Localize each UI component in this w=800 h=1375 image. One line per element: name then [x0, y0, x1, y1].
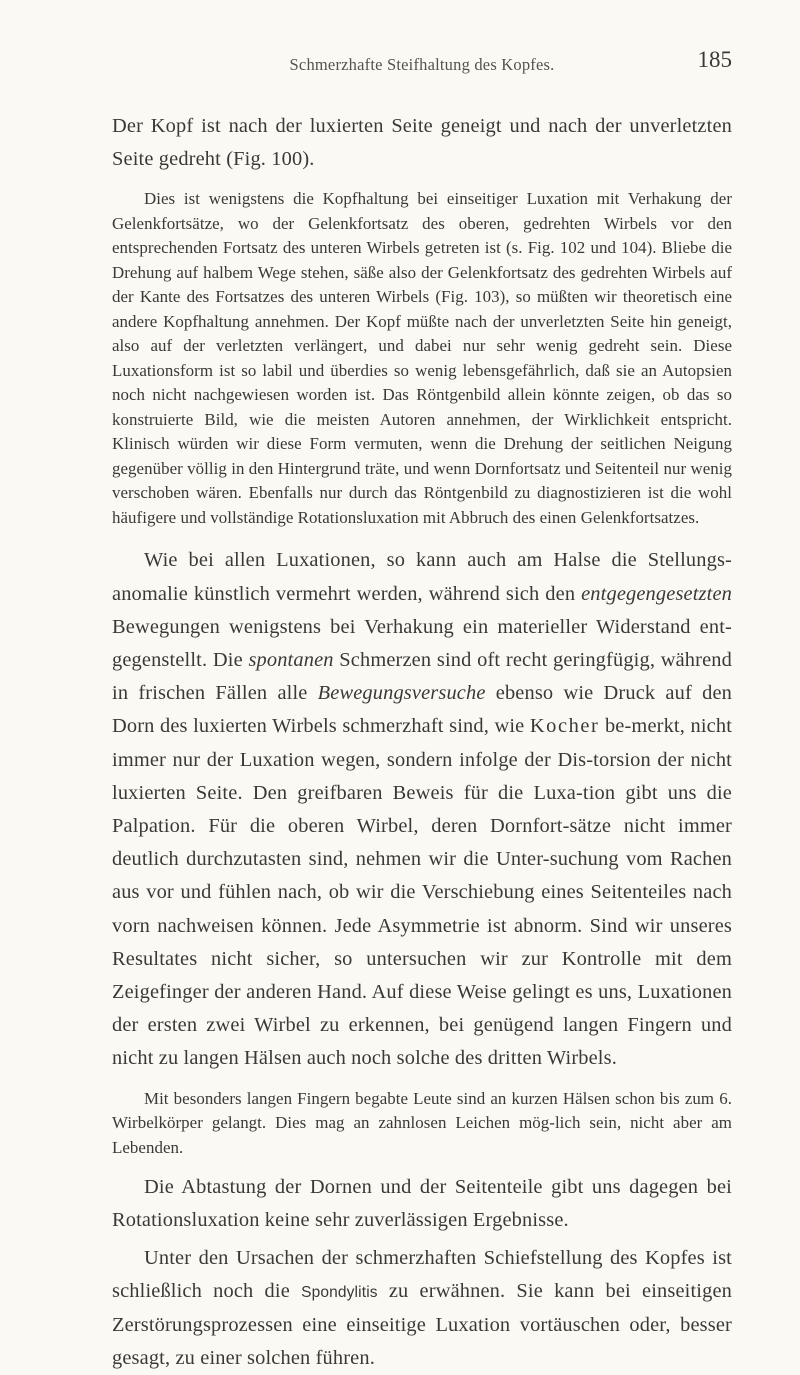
emphasis-spontanen: spontanen [248, 649, 334, 672]
paragraph-3-text-b: Bewegungen wenigstens bei Verhakung ein materieller Widerstand ent-gegenstellt. Die [112, 615, 732, 672]
page-body [112, 110, 732, 1375]
paragraph-1: Der Kopf ist nach der luxierten Seite geneigt und nach der unverletzten Seite gedreht (Fig. 100). [112, 115, 732, 171]
emphasis-entgegengesetzten: entgegengesetzten [581, 582, 732, 605]
page-header [112, 47, 732, 77]
paragraph-3 [112, 544, 732, 1075]
page-number: 185 [697, 47, 732, 72]
emphasis-bewegungsversuche: Bewegungsversuche [317, 682, 486, 705]
paragraph-2: Dies ist wenigstens die Kopfhaltung bei einseitiger Luxation mit Verhakung der Gelenkfortsätze, wo der Gelenkfortsatz des oberen, gedrehten Wirbels vor den entsprechenden Fortsatz des unteren Wirbels getreten ist (s. Fig. 102 und 104). Bliebe die Drehung auf halbem Wege stehen, säße also der Gelenkfortsatz des gedrehten Wirbels auf der Kante des Fortsatzes des unteren Wirbels (Fig. 103), so müßten wir theoretisch eine andere Kopfhaltung annehmen. Der Kopf müßte nach der unverletzten Seite hin geneigt, also auf der verletzten verlängert, und dabei nur sehr wenig gedreht sein. Diese Luxationsform ist so labil und überdies so wenig lebensgefährlich, daß sie an Autopsien noch nicht nachgewiesen worden ist. Das Röntgenbild allein könnte zeigen, ob das so konstruierte Bild, wie die meisten Autoren annehmen, der Wirklichkeit entspricht. Klinisch würden wir diese Form vermuten, wenn die Drehung der seitlichen Neigung gegenüber völlig in den Hintergrund träte, und wenn Dornfortsatz und Seitenteil nur wenig verschoben wären. Ebenfalls nur durch das Röntgenbild zu diagnostizieren ist die wohl häufigere und vollständige Rotationsluxation mit Abbruch des einen Gelenkfortsatzes. [112, 189, 732, 527]
paragraph-6-text-a: Unter den Ursachen der schmerzhaften Schiefstellung des Kopfes ist schließlich noch die [112, 1246, 732, 1302]
paragraph-6 [112, 1242, 732, 1375]
author-name-kocher: Kocher [529, 715, 600, 738]
paragraph-3-text-e: be-merkt, nicht immer nur der Luxation wegen, sondern infolge der Dis-torsion der nicht luxierten Seite. Den greifbaren Beweis für die Luxa-tion gibt uns die Palpation. Für die oberen Wirbel, deren Dornfort-sätze nicht immer deutlich durchzutasten sind, nehmen wir die Unter-suchung vom Rachen aus vor und fühlen nach, ob wir die Verschiebung eines Seitenteiles nach vorn nachweisen können. Jede Asymmetrie ist abnorm. Sind wir unseres Resultates nicht sicher, so untersuchen wir zur Kontrolle mit dem Zeigefinger der anderen Hand. Auf diese Weise gelingt es uns, Luxationen der ersten zwei Wirbel zu erkennen, bei genügend langen Fingern und nicht zu langen Hälsen auch noch solche des dritten Wirbels. [112, 715, 733, 1070]
paragraph-3-text-d: ebenso wie Druck auf den Dorn des luxierten Wirbels schmerzhaft sind, wie [112, 682, 732, 738]
paragraph-6-text-b: zu erwähnen. Sie kann bei einseitigen Zerstörungsprozessen eine einseitige Luxation vortäuschen oder, besser gesagt, zu einer solchen führen. [112, 1279, 732, 1370]
paragraph-4: Mit besonders langen Fingern begabte Leute sind an kurzen Hälsen schon bis zum 6. Wirbelkörper gelangt. Dies mag an zahnlosen Leichen mög-lich sein, nicht aber am Lebenden. [112, 1088, 732, 1157]
term-spondylitis: Spondylitis [301, 1283, 378, 1301]
paragraph-5: Die Abtastung der Dornen und der Seitenteile gibt uns dagegen bei Rotationsluxation keine sehr zuverlässigen Ergebnisse. [112, 1176, 732, 1232]
paragraph-3-text-a: Wie bei allen Luxationen, so kann auch am Halse die Stellungs-anomalie künstlich vermehrt werden, während sich den [112, 549, 732, 605]
running-head: Schmerzhafte Steifhaltung des Kopfes. [289, 55, 555, 74]
paragraph-3-text-c: Schmerzen sind oft recht geringfügig, während in frischen Fällen alle [112, 649, 732, 705]
